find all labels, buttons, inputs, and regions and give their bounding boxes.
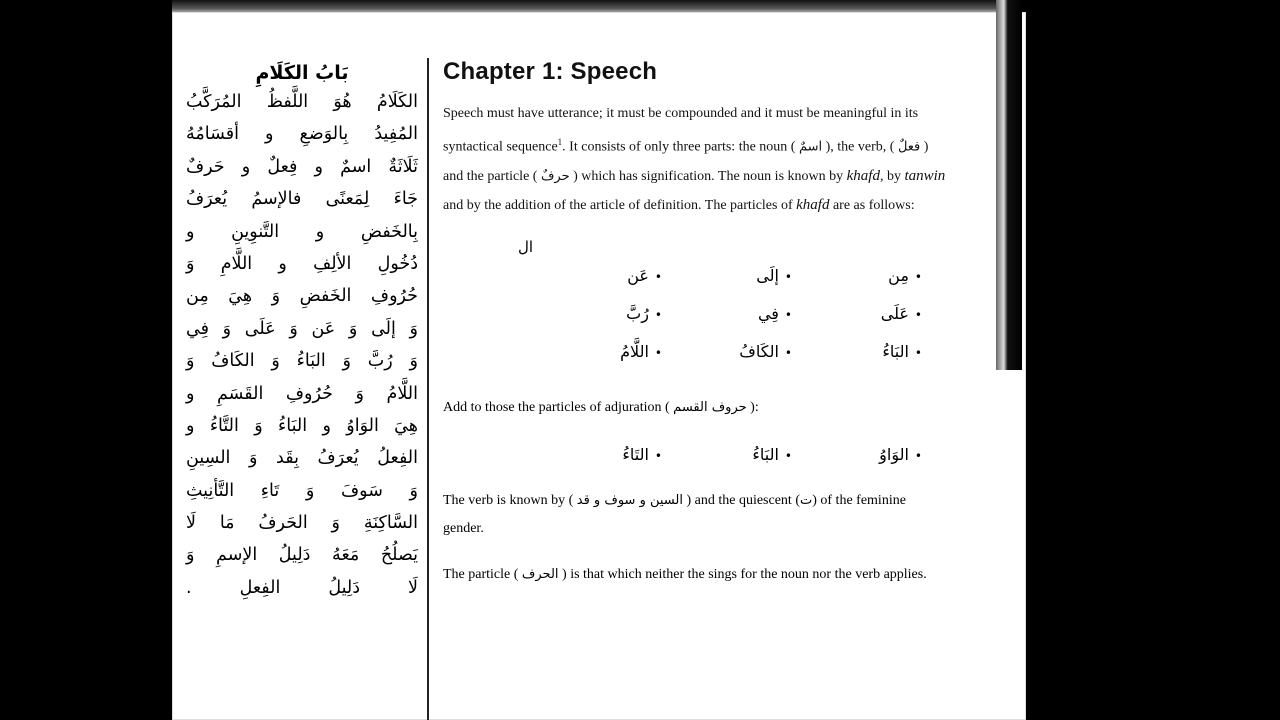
arabic-line: ثَلَاثَةٌ اسمٌ و فِعلٌ و حَرفٌ: [186, 156, 418, 177]
particle-word: التَاءُ: [622, 445, 649, 464]
handwritten-al-note: ال: [518, 238, 534, 256]
taa-arabic: ت: [799, 493, 813, 508]
intro-text: and by the addition of the article of definition. The particles of: [443, 198, 797, 214]
particle-text: The particle (: [443, 567, 519, 582]
verb-text: ) and the quiescent (: [686, 493, 800, 508]
noun-arabic: اسمٌ: [798, 139, 823, 155]
arabic-line: حُرُوفِ الخَفضِ وَ هِيَ مِن: [186, 286, 418, 307]
arabic-column: [186, 62, 418, 604]
particle-item: [670, 436, 800, 474]
verb-paragraph: [443, 487, 948, 543]
particle-arabic-term: الحرف: [521, 567, 559, 582]
particle-word: الوَاوُ: [879, 445, 909, 464]
particle-item: [800, 257, 930, 295]
particle-word: البَاءُ: [752, 445, 779, 464]
arabic-line: يَصلُحُ مَعَهُ دَلِيلُ الإسمِ وَ: [186, 545, 418, 566]
bullet-icon: •: [654, 449, 662, 463]
term-tanwin: tanwin: [904, 168, 946, 185]
particle-paragraph: [443, 561, 948, 589]
bullet-icon: •: [784, 308, 792, 322]
page-edge-strip: [996, 0, 1022, 370]
verb-text: The verb is known by (: [443, 493, 574, 508]
arabic-line: بِالخَفضِ و التَّنوِينِ و: [186, 221, 418, 242]
particle-arabic: حرفٌ: [540, 169, 570, 185]
particle-item: [540, 436, 670, 474]
arabic-line: اللَّامُ وَ حُرُوفِ القَسَمِ و: [186, 383, 418, 404]
arabic-line: الفِعلُ يُعرَفُ بِقَد وَ السِينِ: [186, 448, 418, 469]
adjuration-particles-list: [540, 436, 930, 474]
khafd-particles-list: [540, 257, 930, 371]
adjuration-arabic: حروف القسم: [673, 400, 747, 415]
arabic-line: لَا دَلِيلُ الفِعلِ .: [186, 577, 418, 598]
particle-word: رُبَّ: [626, 304, 649, 323]
arabic-line: الكَلَامُ هُوَ اللَّفظُ المُرَكَّبُ: [186, 92, 418, 112]
arabic-line: وَ سَوفَ وَ تَاءِ التَّأنِيثِ: [186, 480, 418, 501]
particle-item: [670, 333, 800, 371]
intro-text: ), the verb, (: [825, 139, 895, 155]
particle-word: فِي: [757, 304, 779, 323]
adjuration-text: Add to those the particles of adjuration (: [443, 400, 670, 415]
bullet-icon: •: [654, 270, 662, 284]
arabic-line: السَّاكِنَةِ وَ الحَرفُ مَا لَا: [186, 513, 418, 534]
arabic-line: دُخُولِ الألِفِ و اللَّامِ وَ: [186, 253, 418, 274]
chapter-title: Chapter 1: Speech: [443, 58, 658, 85]
bullet-icon: •: [914, 308, 922, 322]
particle-word: الكَافُ: [739, 342, 779, 361]
english-column: [443, 58, 948, 220]
term-khafd: khafd: [796, 197, 830, 214]
verb-signs-arabic: السين و سوف و قد: [576, 493, 683, 508]
footnote-marker: 1: [557, 137, 563, 148]
particle-word: البَاءُ: [882, 342, 909, 361]
intro-text: ) which has signification. The noun is known by: [573, 169, 847, 185]
bullet-icon: •: [784, 346, 792, 360]
bullet-icon: •: [654, 308, 662, 322]
arabic-line: وَ رُبَّ وَ البَاءُ وَ الكَافُ وَ: [186, 351, 418, 372]
bullet-icon: •: [914, 449, 922, 463]
intro-text: are as follows:: [829, 198, 915, 214]
particle-item: [670, 295, 800, 333]
particle-word: عَن: [627, 266, 649, 285]
intro-text: , by: [879, 169, 905, 185]
adjuration-text: ):: [750, 400, 759, 415]
particle-item: [800, 333, 930, 371]
particle-word: اللَّامُ: [620, 342, 649, 361]
bullet-icon: •: [914, 270, 922, 284]
bullet-icon: •: [914, 346, 922, 360]
bullet-icon: •: [784, 449, 792, 463]
term-khafd: khafd: [846, 168, 880, 185]
bullet-icon: •: [784, 270, 792, 284]
intro-text: Speech must have utterance; it must be compounded and it must be meaningful in its syntactical sequence: [443, 106, 919, 155]
arabic-line: جَاءَ لِمَعنًى فالإسمُ يُعرَفُ: [186, 189, 418, 210]
particle-word: عَلَى: [880, 304, 909, 323]
particle-item: [540, 295, 670, 333]
particle-word: مِن: [888, 266, 909, 285]
particle-word: إلَى: [756, 266, 779, 285]
column-divider: [427, 58, 429, 720]
intro-text: ) and the particle (: [443, 139, 929, 185]
particle-item: [540, 333, 670, 371]
particle-item: [670, 257, 800, 295]
verb-arabic: فعلٌ: [897, 139, 921, 155]
adjuration-paragraph: [443, 394, 948, 422]
arabic-lines: [186, 86, 418, 604]
intro-text: . It consists of only three parts: the noun (: [562, 139, 796, 155]
arabic-line: وَ إلَى وَ عَن وَ عَلَى وَ فِي: [186, 318, 418, 339]
arabic-line: هِيَ الوَاوُ و البَاءُ وَ التَّاءُ و: [186, 415, 418, 436]
particle-item: [800, 295, 930, 333]
arabic-title: بَابُ الكَلَامِ: [255, 62, 349, 84]
bullet-icon: •: [654, 346, 662, 360]
particle-text: ) is that which neither the sings for the noun nor the verb applies.: [562, 567, 927, 582]
verb-text: ) of the feminine gender.: [443, 493, 906, 537]
intro-paragraph: [443, 100, 948, 220]
arabic-line: المُفِيدُ بِالوَضعِ و أقسَامُهُ: [186, 124, 418, 145]
particle-item: [540, 257, 670, 295]
particle-item: [800, 436, 930, 474]
